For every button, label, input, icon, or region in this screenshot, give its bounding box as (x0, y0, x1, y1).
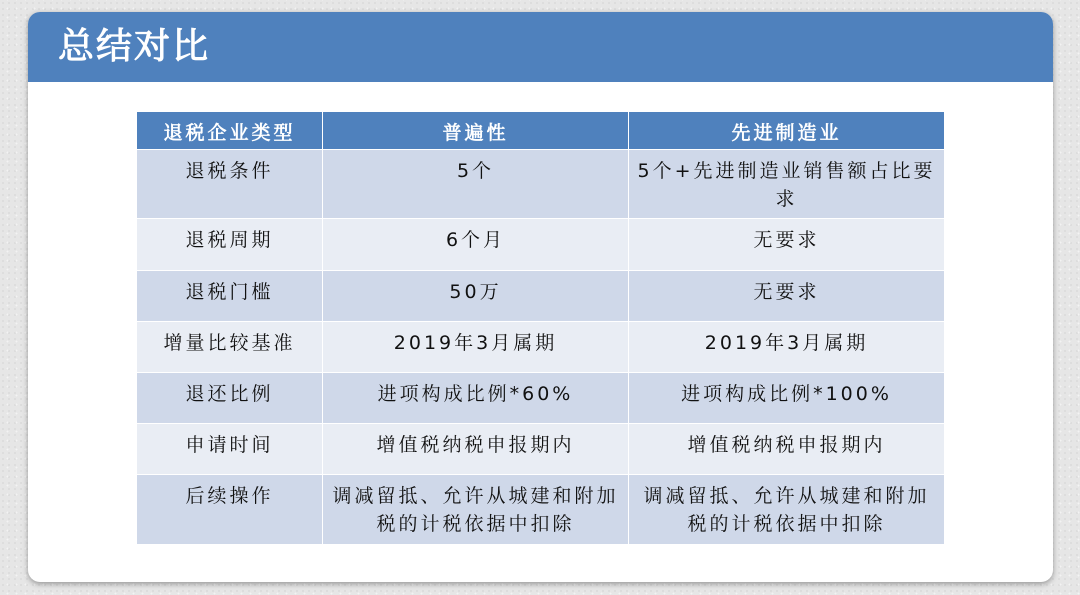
row-label: 后续操作 (137, 475, 323, 545)
table-row (137, 322, 945, 373)
row-label: 退税门槛 (137, 271, 323, 322)
row-label: 退税条件 (137, 150, 323, 219)
cell-advanced: 5个+先进制造业销售额占比要求 (629, 150, 945, 219)
table-row (137, 150, 945, 219)
cell-advanced: 无要求 (629, 271, 945, 322)
cell-advanced: 无要求 (629, 219, 945, 271)
table-row (137, 475, 945, 545)
cell-general: 6个月 (323, 219, 629, 271)
row-label: 增量比较基准 (137, 322, 323, 373)
cell-advanced: 增值税纳税申报期内 (629, 424, 945, 475)
cell-advanced: 2019年3月属期 (629, 322, 945, 373)
slide-card (28, 12, 1053, 582)
cell-general: 5个 (323, 150, 629, 219)
row-label: 退还比例 (137, 373, 323, 424)
cell-advanced: 调减留抵、允许从城建和附加税的计税依据中扣除 (629, 475, 945, 545)
table-header-row (137, 112, 945, 150)
header-cell-general: 普遍性 (323, 112, 629, 150)
page-title: 总结对比 (58, 26, 211, 67)
title-bar (28, 12, 1053, 82)
cell-general: 50万 (323, 271, 629, 322)
table-row (137, 424, 945, 475)
cell-general: 调减留抵、允许从城建和附加税的计税依据中扣除 (323, 475, 629, 545)
table-row (137, 373, 945, 424)
cell-general: 进项构成比例*60% (323, 373, 629, 424)
table-row (137, 271, 945, 322)
cell-general: 增值税纳税申报期内 (323, 424, 629, 475)
cell-advanced: 进项构成比例*100% (629, 373, 945, 424)
header-cell-type: 退税企业类型 (137, 112, 323, 150)
comparison-table (136, 111, 945, 545)
header-cell-advanced: 先进制造业 (629, 112, 945, 150)
cell-general: 2019年3月属期 (323, 322, 629, 373)
table-row (137, 219, 945, 271)
row-label: 申请时间 (137, 424, 323, 475)
row-label: 退税周期 (137, 219, 323, 271)
